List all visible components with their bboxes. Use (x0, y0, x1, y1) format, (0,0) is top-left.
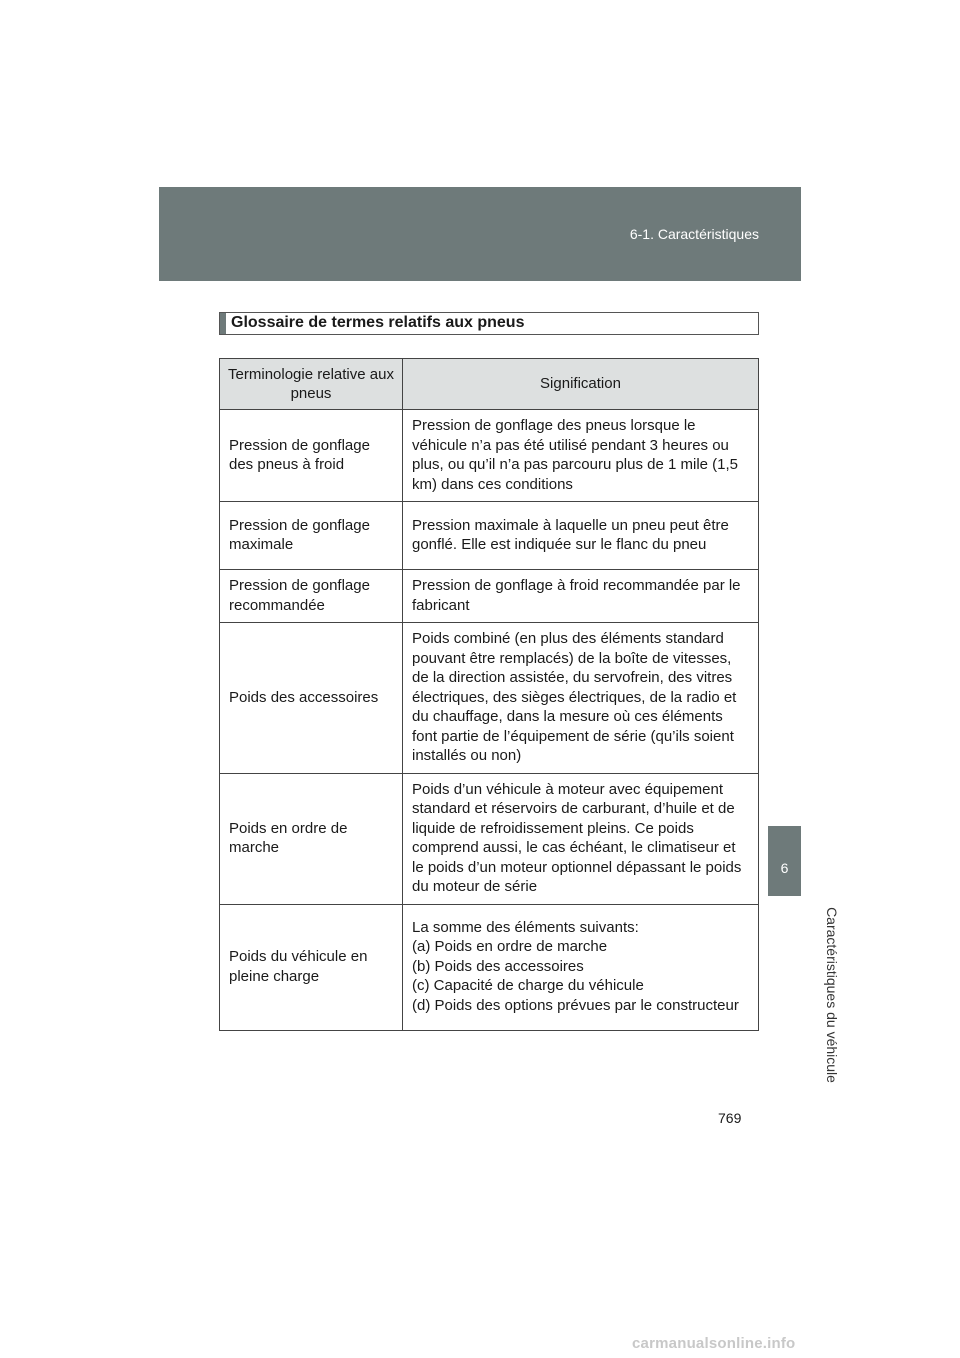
watermark: carmanualsonline.info (632, 1335, 796, 1352)
table-row (220, 623, 759, 774)
section-title-accent (220, 313, 226, 334)
table-row (220, 502, 759, 570)
table-header-row (220, 359, 759, 410)
table-row (220, 904, 759, 1030)
glossary-table (219, 358, 759, 1031)
chapter-number: 6 (780, 860, 789, 876)
header-meaning: Signification (403, 359, 759, 410)
meaning-cell (403, 904, 759, 1030)
chapter-label: Caractéristiques du véhicule (824, 907, 840, 1083)
meaning-cell: Pression de gonflage à froid recommandée par le fabricant (403, 570, 759, 623)
chapter-tab (768, 826, 801, 896)
page-number: 769 (718, 1110, 742, 1126)
meaning-list-item: (d) Poids des options prévues par le constructeur (412, 996, 739, 1014)
term-cell: Poids des accessoires (220, 623, 403, 774)
term-cell: Pression de gonflage recommandée (220, 570, 403, 623)
table-row (220, 773, 759, 904)
table-row (220, 410, 759, 502)
section-title: Glossaire de termes relatifs aux pneus (231, 314, 525, 331)
header-term: Terminologie relative aux pneus (220, 359, 403, 410)
term-cell: Poids du véhicule en pleine charge (220, 904, 403, 1030)
meaning-cell: Pression de gonflage des pneus lorsque le véhicule n’a pas été utilisé pendant 3 heures ou plus, ou qu’il n’a pas parcouru plus de 1 mile (1,5 km) dans ces conditions (403, 410, 759, 502)
meaning-list-item: (b) Poids des accessoires (412, 957, 584, 975)
section-title-bar (219, 312, 759, 335)
meaning-list-item: (c) Capacité de charge du véhicule (412, 977, 644, 995)
meaning-list-item: (a) Poids en ordre de marche (412, 938, 608, 956)
header-band (159, 187, 801, 281)
term-cell: Poids en ordre de marche (220, 773, 403, 904)
meaning-cell: Poids d’un véhicule à moteur avec équipement standard et réservoirs de carburant, d’huile et de liquide de refroidissement pleins. Ce poids comprend aussi, le cas échéant, le climatiseur et le poids d’un moteur optionnel dépassant le poids du moteur de série (403, 773, 759, 904)
meaning-intro: La somme des éléments suivants: (412, 918, 639, 936)
meaning-cell: Poids combiné (en plus des éléments standard pouvant être remplacés) de la boîte de vitesses, de la direction assistée, du servofrein, des vitres électriques, des sièges électriques, de la radio et du chauffage, dans la mesure où ces éléments font partie de l’équipement de série (qu’ils soient installés ou non) (403, 623, 759, 774)
term-cell: Pression de gonflage des pneus à froid (220, 410, 403, 502)
term-cell: Pression de gonflage maximale (220, 502, 403, 570)
section-heading: 6-1. Caractéristiques (629, 226, 759, 242)
meaning-cell: Pression maximale à laquelle un pneu peut être gonflé. Elle est indiquée sur le flanc du pneu (403, 502, 759, 570)
table-row (220, 570, 759, 623)
